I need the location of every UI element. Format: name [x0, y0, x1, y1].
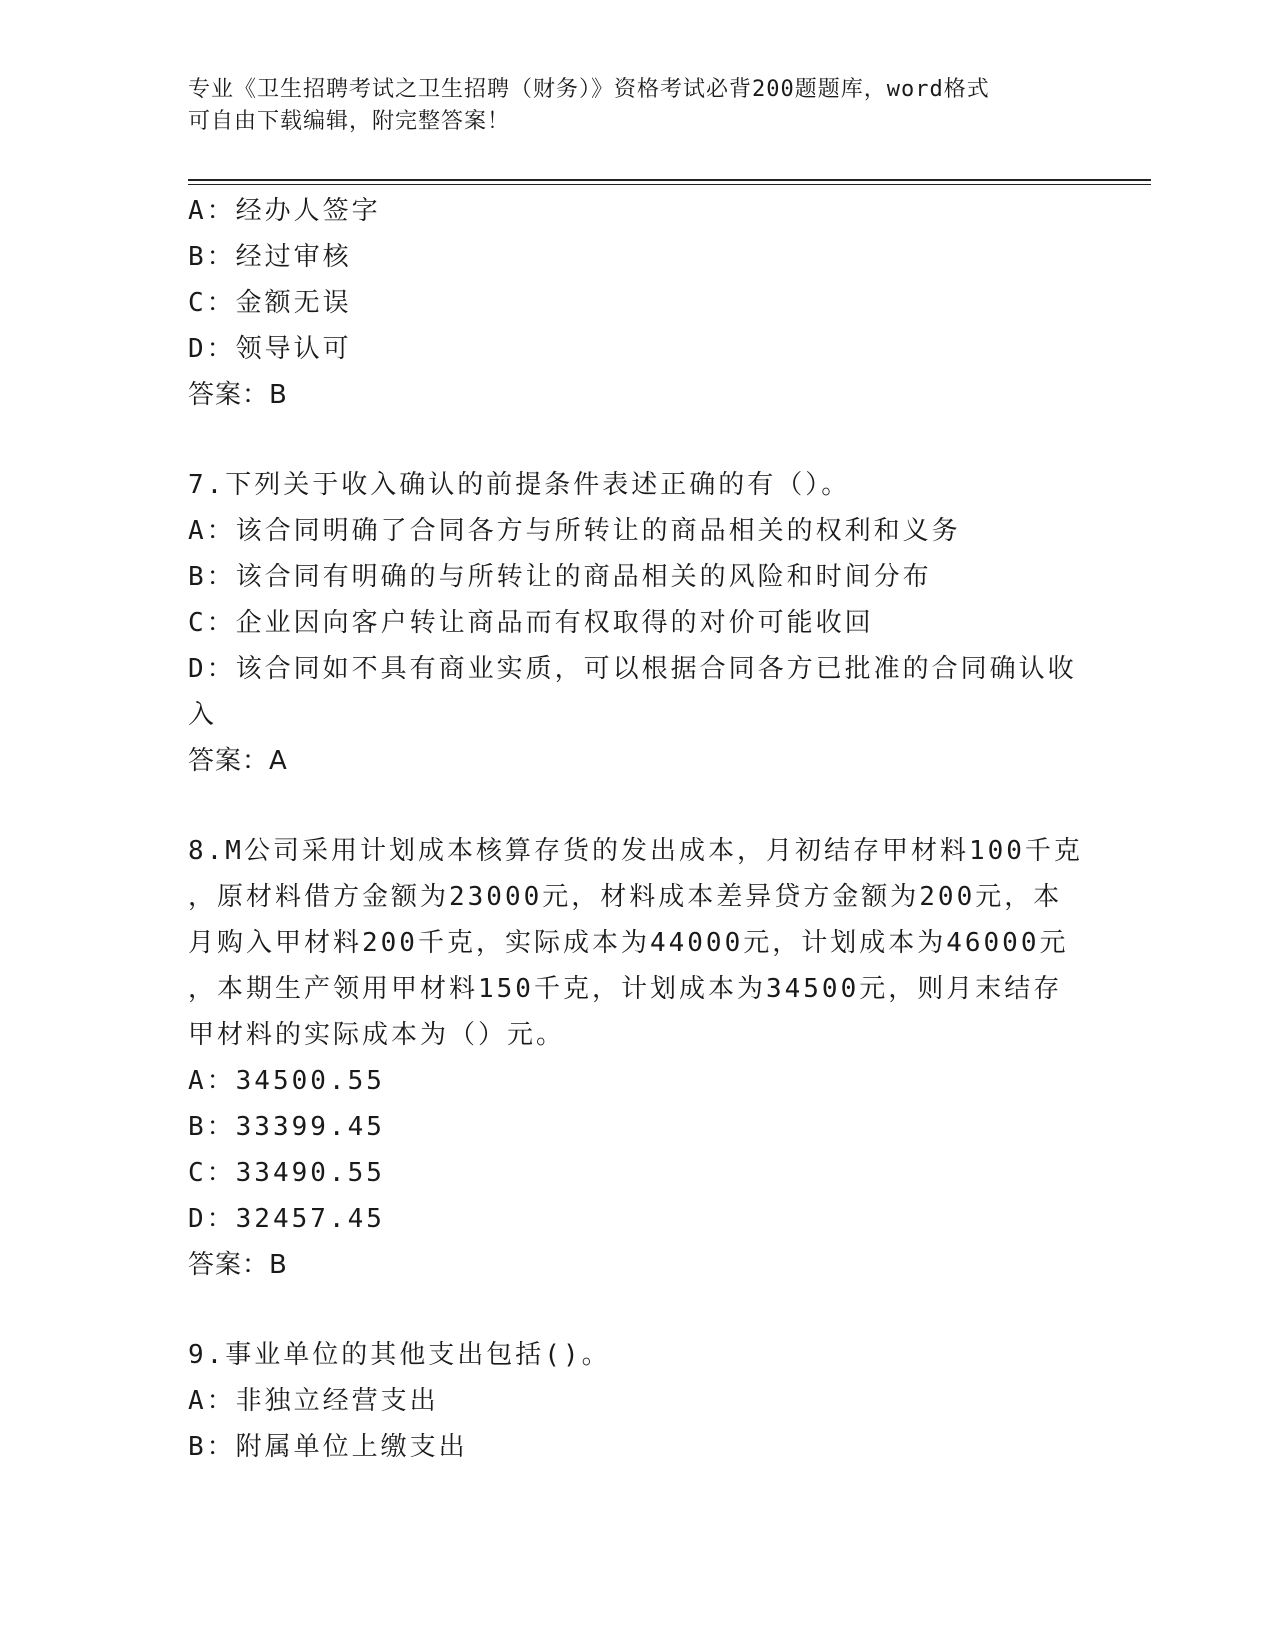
option-a: A：非独立经营支出 — [188, 1386, 439, 1416]
question-stem: 9.事业单位的其他支出包括()。 — [188, 1340, 611, 1370]
option-d: D：领导认可 — [188, 334, 352, 364]
option-c: C：33490.55 — [188, 1158, 385, 1188]
document-header — [188, 74, 1088, 138]
option-b: B：该合同有明确的与所转让的商品相关的风险和时间分布 — [188, 562, 932, 592]
answer: 答案：B — [188, 1250, 288, 1280]
option-c: C：企业因向客户转让商品而有权取得的对价可能收回 — [188, 608, 874, 638]
question-stem-line-5: 甲材料的实际成本为（）元。 — [188, 1020, 566, 1050]
question-8 — [188, 828, 1088, 1288]
question-stem-line-1: 8.M公司采用计划成本核算存货的发出成本，月初结存甲材料100千克 — [188, 836, 1083, 866]
option-b: B：附属单位上缴支出 — [188, 1432, 468, 1462]
option-d: D：该合同如不具有商业实质，可以根据合同各方已批准的合同确认收 — [188, 654, 1077, 684]
option-a: A：34500.55 — [188, 1066, 385, 1096]
option-b: B：33399.45 — [188, 1112, 385, 1142]
question-6 — [188, 188, 1088, 418]
answer: 答案：A — [188, 746, 288, 776]
question-7 — [188, 462, 1088, 784]
header-title-line-2: 可自由下载编辑，附完整答案！ — [188, 109, 511, 134]
question-list — [188, 188, 1088, 1470]
question-stem-line-2: ，原材料借方金额为23000元，材料成本差异贷方金额为200元，本 — [188, 882, 1063, 912]
question-9 — [188, 1332, 1088, 1470]
question-stem-line-4: ，本期生产领用甲材料150千克，计划成本为34500元，则月末结存 — [188, 974, 1063, 1004]
option-a: A：该合同明确了合同各方与所转让的商品相关的权利和义务 — [188, 516, 961, 546]
option-c: C：金额无误 — [188, 288, 352, 318]
question-stem: 7.下列关于收入确认的前提条件表述正确的有（）。 — [188, 470, 851, 500]
header-divider-thick — [188, 179, 1151, 181]
header-title-line-1: 专业《卫生招聘考试之卫生招聘（财务）》资格考试必背200题题库，word格式 — [188, 77, 990, 102]
option-a: A：经办人签字 — [188, 196, 381, 226]
answer: 答案：B — [188, 380, 288, 410]
header-divider-thin — [188, 184, 1151, 185]
option-d: D：32457.45 — [188, 1204, 385, 1234]
option-d-continued: 入 — [188, 700, 218, 730]
option-b: B：经过审核 — [188, 242, 352, 272]
question-stem-line-3: 月购入甲材料200千克，实际成本为44000元，计划成本为46000元 — [188, 928, 1069, 958]
